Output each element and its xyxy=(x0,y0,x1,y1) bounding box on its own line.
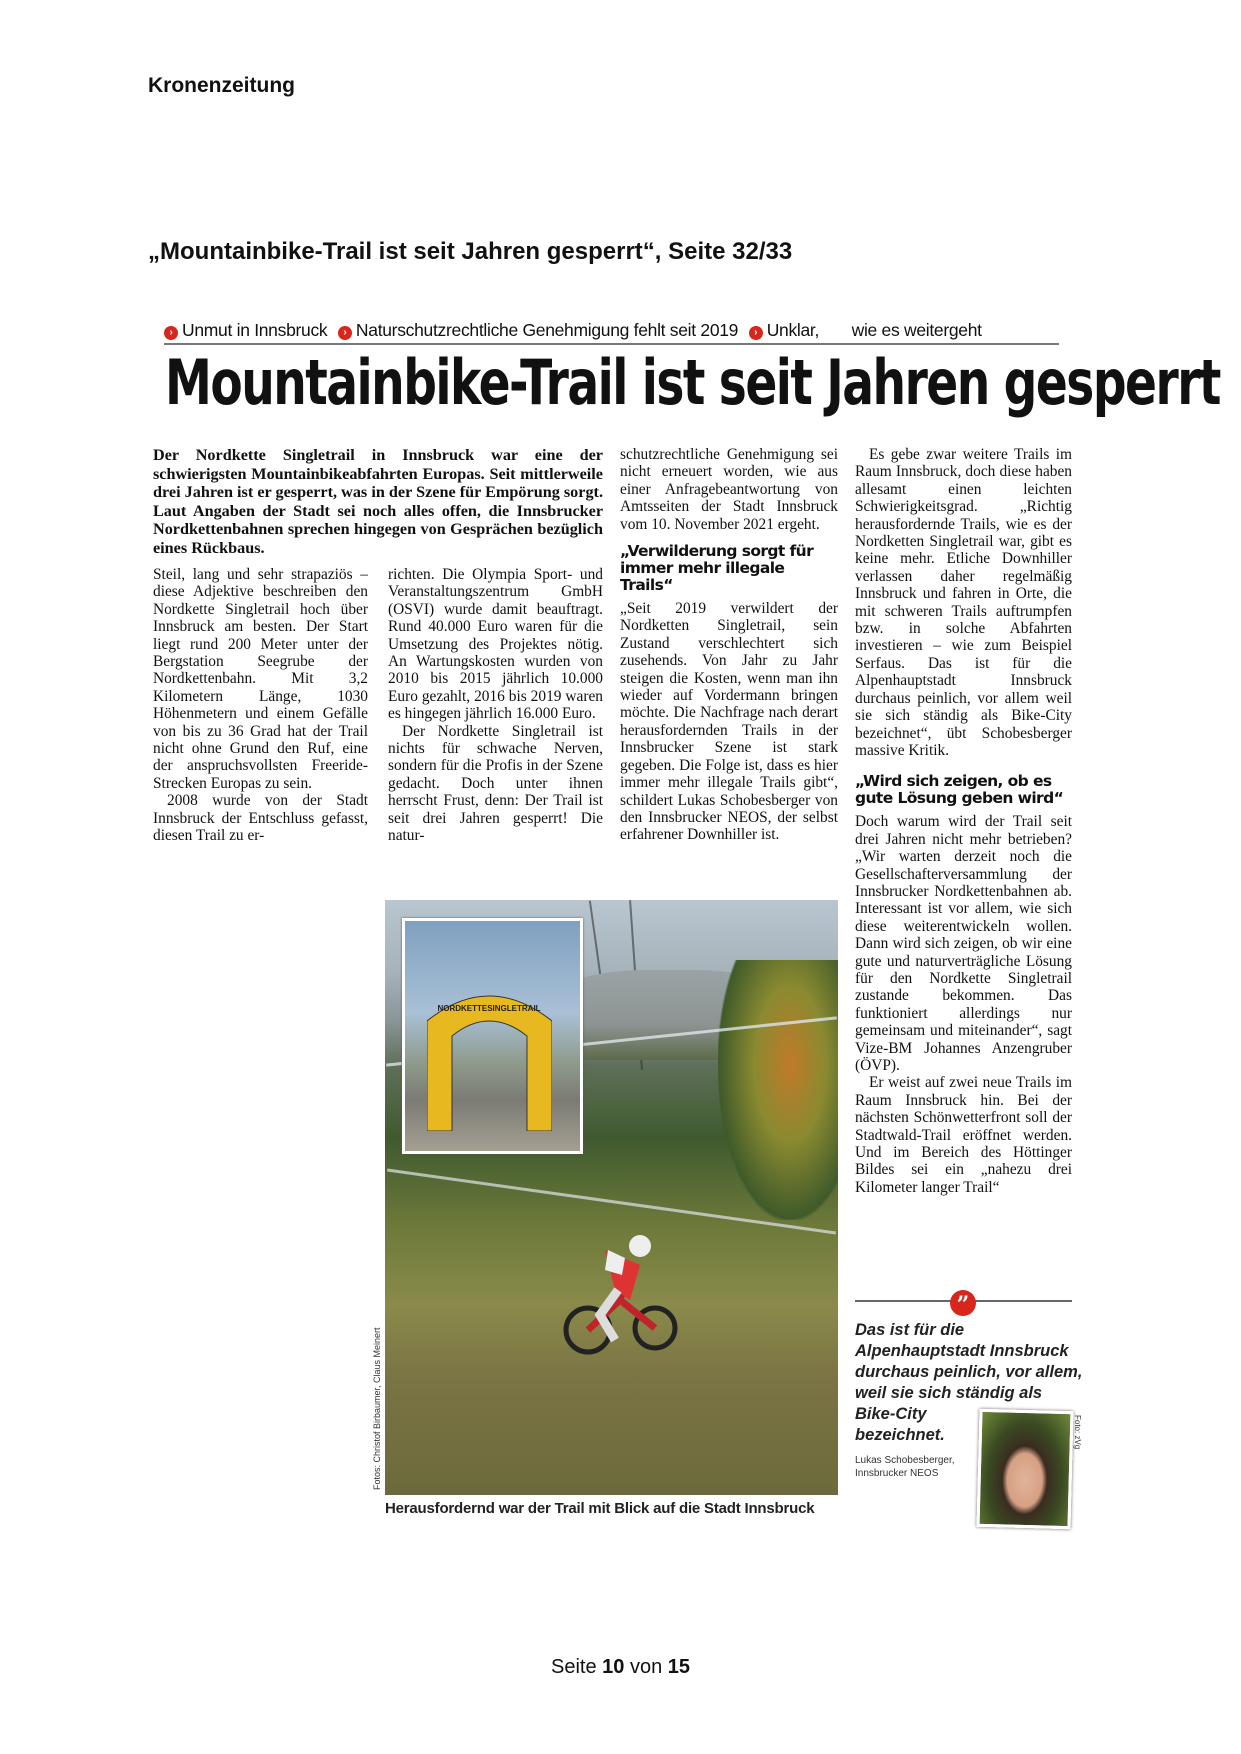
article-column-1 xyxy=(153,566,368,845)
quote-author-name: Lukas Schobesberger, xyxy=(855,1455,955,1466)
mountainbike-rider xyxy=(560,1230,680,1360)
document-title: „Mountainbike-Trail ist seit Jahren gesperrt“, Seite 32/33 xyxy=(148,238,793,265)
kicker-item: wie es weitergeht xyxy=(851,320,982,340)
quotation-mark-icon: ” xyxy=(950,1290,976,1316)
portrait-photo xyxy=(976,1409,1073,1529)
photo-credit: Fotos: Christof Birbaumer, Claus Meinert xyxy=(372,1327,382,1490)
paragraph: Er weist auf zwei neue Trails im Raum Innsbruck hin. Bei der nächsten Schönwetterfront soll der Stadtwald-Trail eröffnet werden. Und im Bereich des Höttinger Bildes sei ein „nahezu drei Kilometer langer Trail“ xyxy=(855,1074,1072,1196)
paragraph: Steil, lang und sehr strapaziös – diese Adjektive beschreiben den Nordkette Singletrail hoch über Innsbruck am besten. Der Start liegt rund 200 Meter unter der Bergstation Seegrube der Nordkettenbahn. Mit 3,2 Kilometern Länge, 1030 Höhenmetern und einem Gefälle von bis zu 36 Grad hat der Trail nicht ohne Grund den Ruf, eine der anspruchsvollsten Freeride-Strecken Europas zu sein. xyxy=(153,566,368,792)
paragraph: schutzrechtliche Genehmigung sei nicht erneuert worden, wie aus einer Anfragebeantwortung von Amtsseiten der Stadt Innsbruck vom 10. November 2021 ergeht. xyxy=(620,446,838,533)
paragraph: Der Nordkette Singletrail ist nichts für schwache Nerven, sondern für die Profis in der Szene gedacht. Doch unter ihnen herrscht Frust, denn: Der Trail ist seit drei Jahren gesperrt! Die natur- xyxy=(388,722,603,845)
footer-mid: von xyxy=(629,1656,663,1678)
paragraph: Es gebe zwar weitere Trails im Raum Innsbruck, doch diese haben allesamt einen leichten Schwierigkeitsgrad. „Richtig herausfordernde Trails, wie es der Nordketten Singletrail war, gibt es keine mehr. Etliche Downhiller verlassen daher regelmäßig Innsbruck und fahren in Orte, die mit schweren Trails auftrumpfen bzw. in solche Abfahrten investieren – wie zum Beispiel Serfaus. Das ist für die Alpenhauptstadt Innsbruck durchaus peinlich, vor allem weil sie sich ständig als Bike-City bezeichnet“, übt Schobesberger massive Kritik. xyxy=(855,446,1072,759)
arrow-bullet-icon: › xyxy=(749,326,763,340)
paragraph: richten. Die Olympia Sport- und Veranstaltungszentrum GmbH (OSVI) wurde damit beauftragt. Rund 40.000 Euro waren für die Umsetzung des Projektes nötig. An Wartungskosten wurden von 2010 bis 2015 jährlich 10.000 Euro gezahlt, 2016 bis 2019 waren es hingegen jährlich 16.000 Euro. xyxy=(388,566,603,723)
footer-prefix: Seite xyxy=(550,1656,597,1678)
article-column-4 xyxy=(855,446,1072,1196)
kicker-item: Unklar, xyxy=(766,320,820,340)
arch-sign-text: NORDKETTESINGLETRAIL xyxy=(437,1004,541,1013)
trail-entrance-arch xyxy=(427,981,552,1131)
paragraph: 2008 wurde von der Stadt Innsbruck der Entschluss gefasst, diesen Trail zu er- xyxy=(153,792,368,845)
quote-author-role: Innsbrucker NEOS xyxy=(855,1468,939,1479)
article-column-3 xyxy=(620,446,838,844)
arrow-bullet-icon: › xyxy=(338,326,352,340)
page-footer xyxy=(0,1656,1241,1679)
kicker-item: Unmut in Innsbruck xyxy=(182,320,328,340)
current-page: 10 xyxy=(602,1656,625,1678)
inset-photo-trail-sign xyxy=(402,918,583,1154)
autumn-trees xyxy=(718,960,838,1220)
paragraph: „Seit 2019 verwildert der Nordketten Singletrail, sein Zustand verschlechtert sich zusehends. Von Jahr zu Jahr steigen die Kosten, wenn man ihn wieder auf Vordermann bringen möchte. Die Nachfrage nach derart herausfordernden Trails in der Innsbrucker Szene ist stark gegeben. Die Folge ist, dass es hier immer mehr illegale Trails gibt“, schildert Lukas Schobesberger von den Innsbrucker NEOS, der selbst erfahrener Downhiller ist. xyxy=(620,600,838,844)
subheading: „Wird sich zeigen, ob es gute Lösung geben wird“ xyxy=(855,772,1064,808)
paragraph: Doch warum wird der Trail seit drei Jahren nicht mehr betrieben? „Wir warten derzeit noch die Gesellschafterversammlung der Innsbrucker Nordkettenbahnen ab. Interessant ist vor allem, wie sich diese weiterentwickeln wollen. Dann wird sich zeigen, ob wir eine gute und naturverträgliche Lösung für den Nordkette Singletrail zustande bekommen. Das funktioniert allerdings nur gemeinsam und miteinander“, sagt Vize-BM Johannes Anzengruber (ÖVP). xyxy=(855,813,1072,1074)
total-pages: 15 xyxy=(667,1656,691,1678)
portrait-credit: Foto: zVg xyxy=(1073,1415,1082,1450)
article-headline: Mountainbike-Trail ist seit Jahren gesperrt xyxy=(165,346,1220,419)
subheading: „Verwilderung sorgt für immer mehr illegale Trails“ xyxy=(620,542,814,595)
kicker-item: Naturschutzrechtliche Genehmigung fehlt seit 2019 xyxy=(355,320,739,340)
article-column-2 xyxy=(388,566,603,845)
article-lead: Der Nordkette Singletrail in Innsbruck war eine der schwierigsten Mountainbikeabfahrten Europas. Seit mittlerweile drei Jahren ist er gesperrt, was in der Szene für Empörung sorgt. Laut Angaben der Stadt sei noch alles offen, die Innsbrucker Nordkettenbahnen sprechen hingegen von Gesprächen bezüglich eines Rückbaus. xyxy=(153,446,603,557)
photo-caption: Herausfordernd war der Trail mit Blick auf die Stadt Innsbruck xyxy=(385,1500,815,1517)
article-kicker xyxy=(164,320,1059,345)
arrow-bullet-icon: › xyxy=(164,326,178,340)
pull-quote: Das ist für die Alpenhauptstadt Innsbruck durchaus peinlich, vor allem, weil sie sich ständig als Bike-City bezeichnet. xyxy=(855,1321,1083,1444)
source-name: Kronenzeitung xyxy=(148,74,295,97)
